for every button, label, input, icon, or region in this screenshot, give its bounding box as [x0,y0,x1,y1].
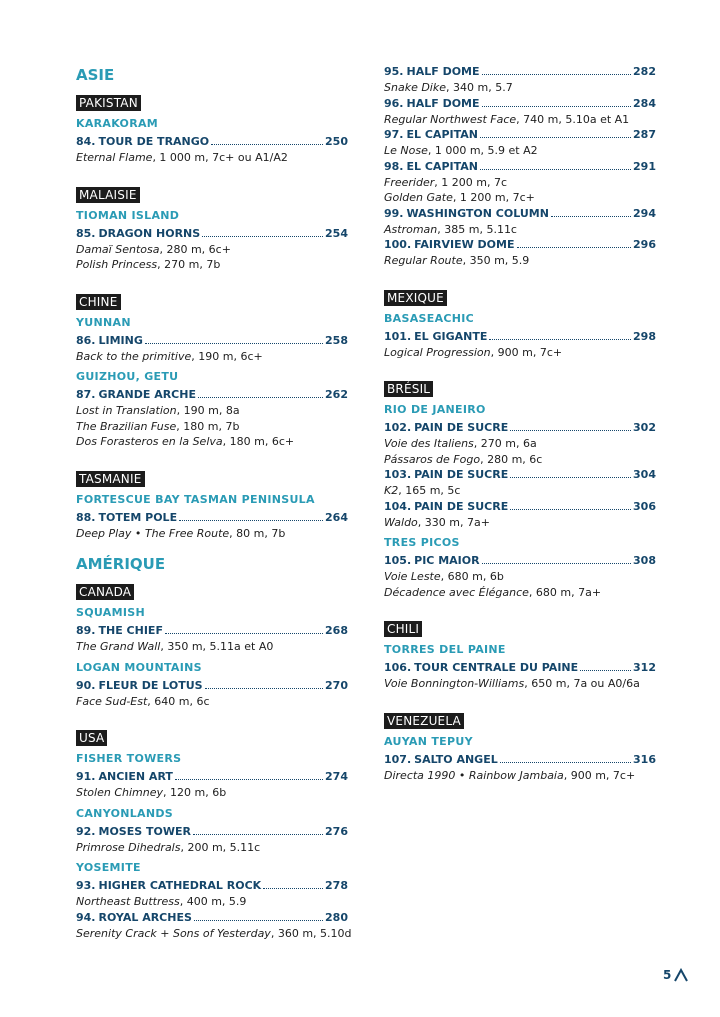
spacer [384,360,656,378]
region-heading: CANYONLANDS [76,806,174,820]
country-label: CHILI [384,621,422,637]
entry-page-number: 291 [633,159,656,173]
entry-number: 103. [384,468,412,481]
entry-page-number: 304 [633,468,656,481]
entry-title: HIGHER CATHEDRAL ROCK [98,879,262,892]
entry-number: 96. [384,96,404,110]
toc-entry-line[interactable] [76,510,348,526]
country-row [384,287,656,312]
toc-entry-line[interactable] [76,910,348,926]
dot-leader [489,339,631,340]
route-name: Voie des Italiens [384,437,474,450]
toc-entry-line[interactable] [76,878,348,894]
route-detail: , 180 m, 6c+ [222,435,295,448]
entry-title: SALTO ANGEL [414,752,498,766]
entry-number: 92. [76,824,96,838]
route-detail: , 190 m, 6c+ [191,349,263,363]
route-line [76,526,348,542]
entry-page-number: 316 [633,752,656,766]
entry-title: MOSES TOWER [98,824,191,838]
dot-leader [580,670,631,671]
route-line [384,436,656,452]
dot-leader [179,520,323,521]
toc-entry[interactable] [76,134,348,166]
spacer [384,269,656,287]
route-line [384,175,656,191]
route-name: The Grand Wall [76,640,161,653]
route-line [76,150,348,166]
entry-title: FLEUR DE LOTUS [98,678,203,692]
route-name: Dos Forasteros en la Selva [76,435,223,448]
entry-title: THE CHIEF [98,624,163,637]
toc-entry[interactable] [76,387,348,450]
route-detail: , 360 m, 5.10d [270,926,352,940]
route-line [76,785,348,801]
route-detail: , 640 m, 6c [147,694,210,708]
entry-page-number: 254 [325,226,348,240]
route-line [384,569,656,585]
route-name: Décadence avec Élégance [384,585,529,599]
toc-entry[interactable] [76,678,348,710]
route-name: Eternal Flame [76,151,153,164]
entry-number: 94. [76,910,96,924]
entry-title: ROYAL ARCHES [98,910,192,924]
country-row [76,92,348,117]
dot-leader [193,834,323,835]
entry-title: EL CAPITAN [406,159,478,173]
toc-entry[interactable] [384,553,656,600]
dot-leader [510,477,631,478]
toc-entry-line[interactable] [384,467,656,483]
entry-number: 101. [384,329,412,343]
route-line [384,768,656,784]
entry-title: PAIN DE SUCRE [414,499,509,513]
toc-entry[interactable] [384,96,656,128]
route-line [76,694,348,710]
dot-leader [198,397,323,398]
region-heading: LOGAN MOUNTAINS [76,660,202,674]
dot-leader [194,920,323,921]
toc-entry-line[interactable] [76,769,348,785]
entry-page-number: 302 [633,421,656,434]
route-line [76,257,348,273]
entry-number: 89. [76,624,96,637]
route-name: Waldo [384,515,418,529]
route-detail: , 680 m, 7a+ [528,585,602,599]
entry-page-number: 270 [325,678,348,692]
toc-entry[interactable] [76,878,348,910]
route-detail: , 350 m, 5.11a et A0 [160,640,274,653]
route-name: Polish Princess [76,258,158,271]
country-label: PAKISTAN [76,95,141,111]
dot-leader [480,169,631,170]
entry-number: 107. [384,752,412,766]
entry-number: 106. [384,661,412,674]
region-heading: TIOMAN ISLAND [76,208,180,222]
dot-leader [211,144,323,145]
route-name: Primrose Dihedrals [76,840,181,854]
entry-number: 95. [384,65,404,78]
country-label: MALAISIE [76,187,140,203]
entry-number: 97. [384,128,404,141]
toc-entry[interactable] [384,329,656,361]
country-label: CANADA [76,584,134,600]
entry-page-number: 258 [325,333,348,347]
dot-leader [482,74,632,75]
caret-up-icon [674,968,688,982]
route-detail: , 190 m, 8a [176,404,240,417]
entry-title: TOUR CENTRALE DU PAINE [414,661,579,674]
spacer [76,709,348,727]
route-name: Damaï Sentosa [76,242,160,256]
entry-title: DRAGON HORNS [98,226,201,240]
route-name: Golden Gate [384,191,453,204]
page-number: 5 [663,968,672,982]
toc-entry-line[interactable] [76,333,348,349]
entry-number: 90. [76,678,96,692]
dot-leader [482,106,632,107]
dot-leader [205,688,323,689]
entry-number: 93. [76,879,96,892]
entry-number: 87. [76,388,96,401]
route-detail: , 340 m, 5.7 [446,81,513,94]
toc-entry[interactable] [384,420,656,467]
dot-leader [482,563,631,564]
dot-leader [517,247,632,248]
dot-leader [551,216,631,217]
route-detail: , 200 m, 5.11c [180,840,261,854]
region-heading: BASASEACHIC [384,311,475,325]
country-label: TASMANIE [76,471,145,487]
entry-page-number: 278 [325,879,348,892]
route-line [76,926,352,942]
entry-page-number: 308 [633,554,656,567]
route-name: K2 [384,484,399,497]
route-name: Directa 1990 • Rainbow Jambaia [384,768,564,782]
toc-entry-line[interactable] [384,553,656,569]
region-heading: RIO DE JANEIRO [384,403,486,416]
route-name: Voie Leste [384,570,441,583]
toc-entry[interactable] [384,467,656,499]
route-detail: , 280 m, 6c+ [159,242,231,256]
spacer [384,692,656,710]
route-detail: , 1 200 m, 7c [434,175,507,189]
route-line [384,483,656,499]
entry-title: HALF DOME [406,96,480,110]
entry-page-number: 287 [633,128,656,141]
route-line [384,585,656,601]
entry-number: 84. [76,135,96,148]
dot-leader [175,779,323,780]
dot-leader [510,509,631,510]
route-detail: , 900 m, 7c+ [490,345,563,359]
country-row [76,291,348,316]
toc-entry-line[interactable] [384,329,656,345]
toc-entry-line[interactable] [384,159,656,175]
spacer [76,450,348,468]
entry-page-number: 274 [325,770,348,783]
entry-page-number: 306 [633,499,656,513]
entry-page-number: 280 [325,910,348,924]
route-line [384,253,656,269]
route-name: Freerider [384,175,435,189]
route-name: Snake Dike [384,81,446,94]
route-line [384,676,656,692]
entry-number: 102. [384,421,412,434]
toc-entry[interactable] [384,660,656,692]
country-label: CHINE [76,294,121,310]
country-row [384,378,656,403]
route-name: Lost in Translation [76,404,177,417]
toc-entry-line[interactable] [384,237,656,253]
toc-entry[interactable] [76,824,348,856]
route-line [76,434,348,450]
toc-entry[interactable] [76,333,348,365]
entry-title: HALF DOME [406,65,480,78]
route-detail: , 280 m, 6c [480,452,543,466]
route-line [384,345,656,361]
region-heading: KARAKORAM [76,117,159,130]
route-line [76,840,348,856]
route-detail: , 330 m, 7a+ [417,515,490,529]
toc-entry-line[interactable] [76,134,348,150]
entry-number: 88. [76,510,96,524]
country-label: VENEZUELA [384,713,464,729]
entry-title: GRANDE ARCHE [98,388,196,401]
country-row [384,710,656,735]
route-name: Le Nose [384,144,428,157]
route-detail: , 180 m, 7b [176,419,240,433]
entry-title: WASHINGTON COLUMN [406,206,549,220]
route-line [76,242,348,258]
entry-number: 105. [384,554,412,567]
spacer [76,541,348,555]
toc-entry[interactable] [76,226,348,273]
region-heading: TORRES DEL PAINE [384,643,506,656]
route-name: Regular Northwest Face [384,112,517,126]
country-label: MEXIQUE [384,290,447,306]
entry-title: EL CAPITAN [406,128,478,141]
entry-title: ANCIEN ART [98,770,173,783]
route-name: Regular Route [384,254,463,267]
entry-page-number: 262 [325,388,348,401]
entry-page-number: 268 [325,624,348,637]
entry-page-number: 276 [325,824,348,838]
toc-entry[interactable] [384,127,656,159]
toc-entry-line[interactable] [384,420,656,436]
toc-left-column [76,66,352,941]
route-detail: , 650 m, 7a ou A0/6a [524,677,640,690]
region-heading: SQUAMISH [76,606,145,619]
region-heading: YOSEMITE [76,861,141,874]
route-line [76,639,348,655]
toc-entry-line[interactable] [384,660,656,676]
region-heading: FISHER TOWERS [76,752,182,765]
country-row [76,581,348,606]
route-line [384,143,656,159]
toc-entry[interactable] [76,769,348,801]
route-detail: , 1 000 m, 7c+ ou A1/A2 [152,151,288,164]
entry-page-number: 298 [633,329,656,343]
toc-entry[interactable] [384,752,656,784]
toc-entry-line[interactable] [384,127,656,143]
dot-leader [480,137,631,138]
route-name: The Brazilian Fuse [76,419,177,433]
continent-heading: AMÉRIQUE [76,555,166,573]
spacer [76,273,348,291]
route-name: Deep Play • The Free Route [76,526,230,540]
entry-page-number: 296 [633,238,656,251]
route-detail: , 400 m, 5.9 [179,895,247,908]
entry-number: 100. [384,238,412,251]
toc-entry[interactable] [76,510,348,542]
toc-entry[interactable] [76,623,348,655]
route-detail: , 1 200 m, 7c+ [452,191,535,204]
route-name: Pássaros de Fogo [384,452,481,466]
toc-entry[interactable] [76,910,352,942]
route-name: Astroman [384,222,438,236]
route-line [384,80,656,96]
dot-leader [500,762,631,763]
toc-entry-line[interactable] [76,387,348,403]
country-label: USA [76,730,107,746]
route-detail: , 350 m, 5.9 [462,254,530,267]
toc-entry-line[interactable] [76,678,348,694]
region-heading: FORTESCUE BAY TASMAN PENINSULA [76,492,315,506]
toc-entry-line[interactable] [384,206,656,222]
route-name: Northeast Buttress [76,895,180,908]
route-detail: , 900 m, 7c+ [563,768,636,782]
entry-title: PIC MAIOR [414,554,480,567]
route-line [76,403,348,419]
entry-title: FAIRVIEW DOME [414,238,515,251]
dot-leader [202,236,323,237]
entry-number: 98. [384,159,404,173]
entry-page-number: 282 [633,65,656,78]
spacer [384,600,656,618]
region-heading: GUIZHOU, GETU [76,370,179,383]
route-name: Back to the primitive [76,349,192,363]
route-detail: , 270 m, 6a [473,437,537,450]
entry-number: 85. [76,226,96,240]
toc-entry-line[interactable] [76,623,348,639]
region-heading: TRES PICOS [384,536,460,549]
route-line [76,349,348,365]
toc-entry-line[interactable] [384,752,656,768]
entry-page-number: 284 [633,96,656,110]
route-name: Logical Progression [384,345,491,359]
toc-entry[interactable] [384,499,656,531]
toc-right-column [384,64,656,783]
entry-number: 104. [384,499,412,513]
toc-entry[interactable] [384,159,656,206]
entry-title: LIMING [98,333,143,347]
route-name: Face Sud-Est [76,694,148,708]
entry-number: 91. [76,770,96,783]
route-detail: , 680 m, 6b [440,570,504,583]
country-row [76,727,348,752]
country-label: BRÉSIL [384,381,433,397]
entry-title: TOUR DE TRANGO [98,135,210,148]
route-line [384,112,656,128]
toc-entry-line[interactable] [76,824,348,840]
toc-entry[interactable] [384,237,656,269]
toc-entry[interactable] [384,64,656,96]
entry-page-number: 312 [633,661,656,674]
entry-number: 86. [76,333,96,347]
route-detail: , 740 m, 5.10a et A1 [516,112,630,126]
route-line [76,894,348,910]
route-detail: , 80 m, 7b [229,526,286,540]
entry-title: EL GIGANTE [414,329,488,343]
route-line [384,190,656,206]
entry-title: PAIN DE SUCRE [414,421,509,434]
toc-entry-line[interactable] [384,64,656,80]
entry-page-number: 294 [633,206,656,220]
route-line [384,515,656,531]
entry-title: TOTEM POLE [98,510,178,524]
toc-entry-line[interactable] [384,499,656,515]
route-line [76,419,348,435]
page-footer [663,968,688,982]
entry-title: PAIN DE SUCRE [414,468,509,481]
toc-entry-line[interactable] [384,96,656,112]
entry-page-number: 264 [325,510,348,524]
dot-leader [165,633,323,634]
spacer [76,166,348,184]
route-detail: , 270 m, 7b [157,258,221,271]
region-heading: YUNNAN [76,315,131,329]
continent-heading: ASIE [76,66,115,84]
route-detail: , 385 m, 5.11c [437,222,517,236]
country-row [76,468,348,493]
dot-leader [145,343,323,344]
route-name: Voie Bonnington-Williams [384,677,525,690]
dot-leader [263,888,323,889]
route-detail: , 120 m, 6b [163,786,227,799]
route-line [384,222,656,238]
entry-page-number: 250 [325,135,348,148]
country-row [384,618,656,643]
route-name: Stolen Chimney [76,786,163,799]
route-detail: , 165 m, 5c [398,484,461,497]
region-heading: AUYAN TEPUY [384,734,473,748]
route-line [384,452,656,468]
route-detail: , 1 000 m, 5.9 et A2 [427,144,538,157]
entry-number: 99. [384,206,404,220]
route-name: Serenity Crack + Sons of Yesterday [76,926,271,940]
dot-leader [510,430,631,431]
country-row [76,184,348,209]
toc-entry-line[interactable] [76,226,348,242]
toc-entry[interactable] [384,206,656,238]
